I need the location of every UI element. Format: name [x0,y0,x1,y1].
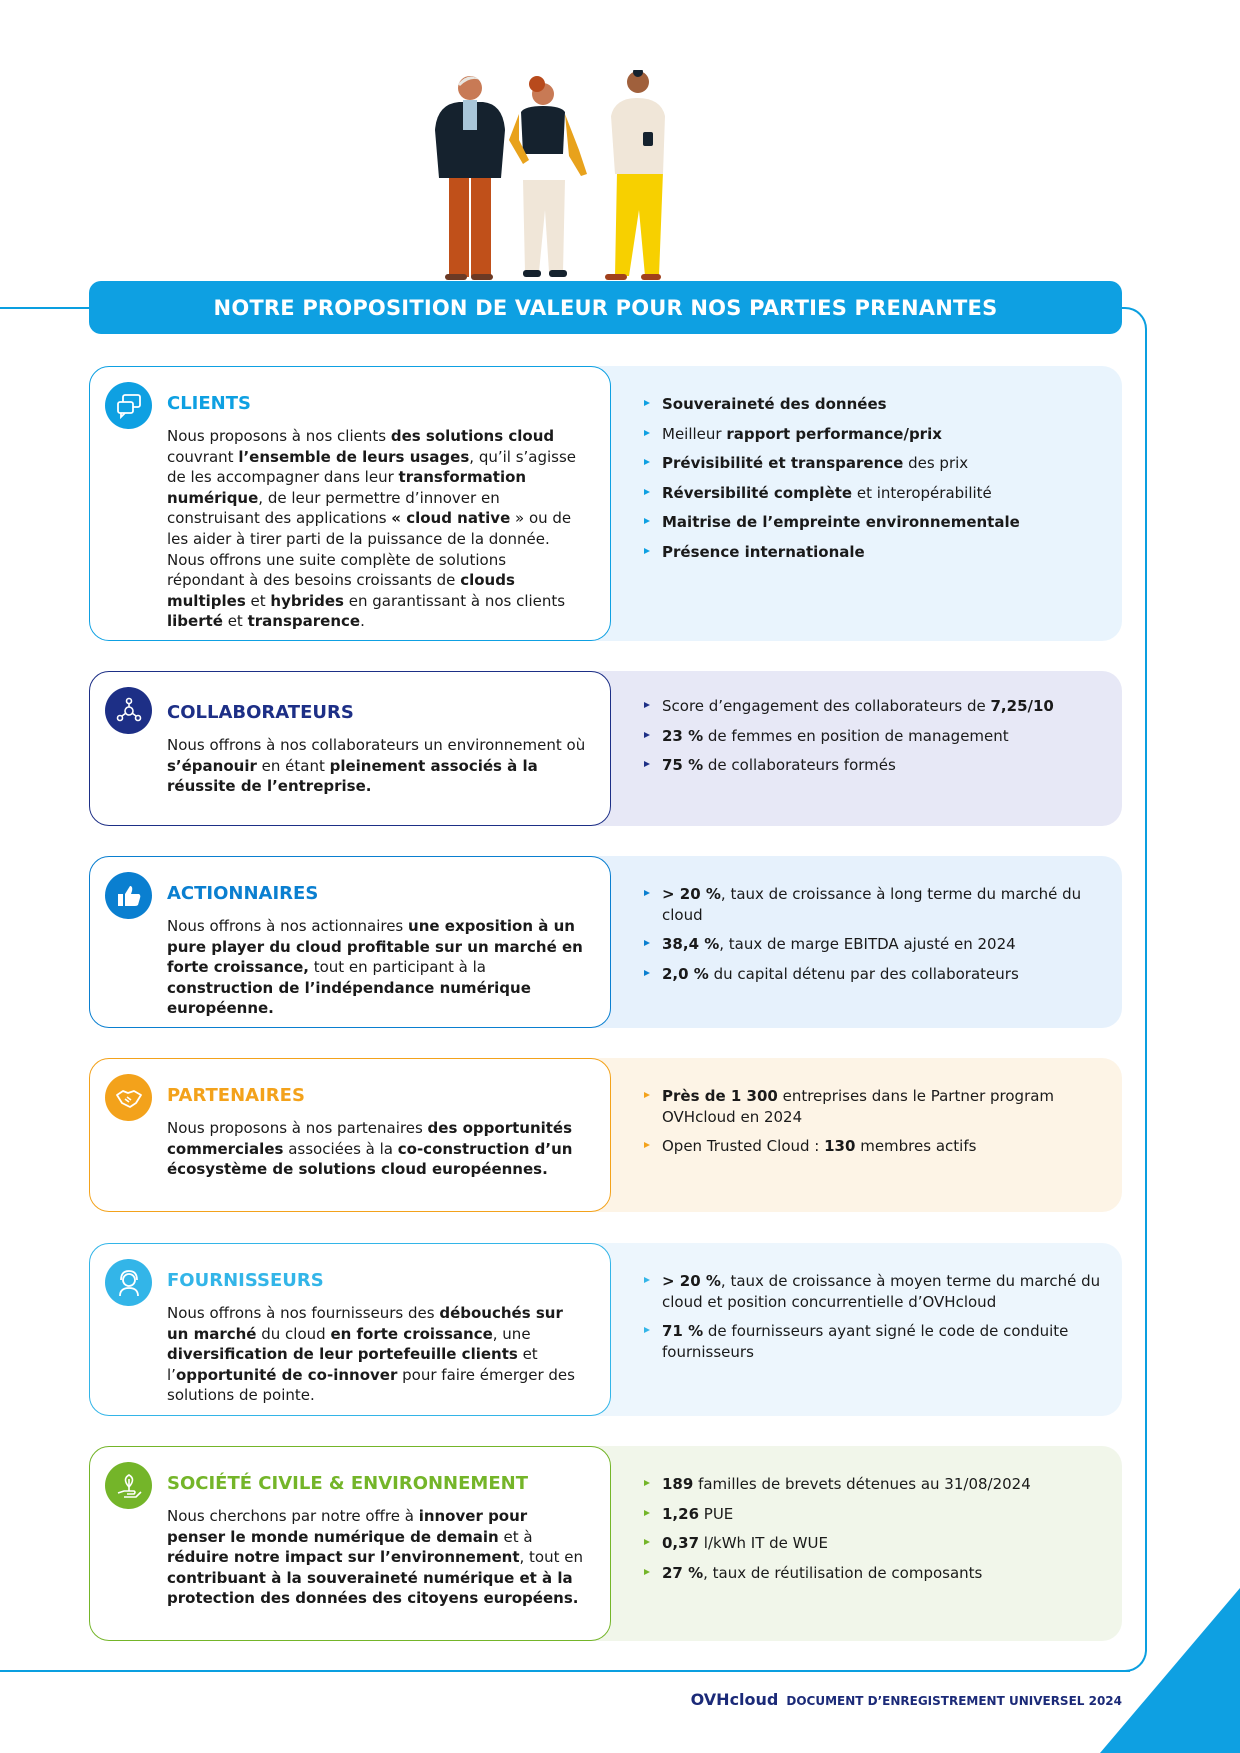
bold-text-run: l’ensemble de leurs usages [238,447,470,466]
indicator-item [642,755,1108,776]
text-run: , taux de croissance à long terme du marché du cloud [662,885,1082,924]
bold-text-run: 7,25/10 [990,697,1054,715]
text-run: associées à la [283,1139,398,1158]
text-run: Nous cherchons par notre offre à [167,1507,419,1525]
page-footer [691,1690,1122,1709]
stakeholder-description [167,1118,586,1180]
stakeholder-description [167,1506,586,1609]
text-run: entreprises dans le Partner program OVHcloud en 2024 [662,1087,1055,1126]
indicator-item [642,1271,1108,1312]
stakeholder-card [89,366,611,641]
text-run: et l’ [167,1345,538,1384]
indicator-list [642,1474,1108,1592]
text-run: , de leur permettre d’innover en construisant des applications [167,488,500,528]
text-run: membres actifs [855,1137,977,1156]
bold-text-run: pleinement associés à la réussite de l’entreprise. [167,756,538,796]
stakeholder-card [89,1243,611,1416]
headset-icon [105,1259,152,1306]
footer-document-title: DOCUMENT D’ENREGISTREMENT UNIVERSEL 2024 [786,1694,1122,1708]
banner-title: NOTRE PROPOSITION DE VALEUR POUR NOS PARTIES PRENANTES [213,295,998,320]
network-people-icon [105,687,152,734]
stakeholder-row-partenaires [89,1058,1122,1212]
bold-text-run: Près de 1 300 [662,1087,778,1105]
text-run: » ou de les aider à tirer parti de la puissance de la donnée. Nous offrons une suite complète de solutions répondant à des besoins croissants de [167,509,572,590]
text-run: Score d’engagement des collaborateurs de [662,697,991,715]
bold-text-run: une exposition à un pure player du cloud profitable sur un marché en forte croissance, [167,917,583,977]
indicator-item [642,483,1108,504]
stakeholder-card [89,671,611,826]
text-run: PUE [699,1504,734,1523]
indicator-item [642,1533,1108,1554]
bold-text-run: liberté [167,612,223,631]
text-run: en étant [256,756,330,775]
bold-text-run: hybrides [270,591,344,610]
indicator-item [642,453,1108,474]
bold-text-run: > 20 % [662,1272,721,1290]
thumbs-up-icon [105,872,152,919]
bold-text-run: transformation numérique [167,468,527,507]
handshake-icon [105,1074,152,1121]
text-run: et [245,591,271,610]
stakeholder-description [167,916,586,1019]
stakeholder-row-collaborateurs [89,671,1122,826]
bold-text-run: en forte croissance [330,1324,493,1343]
bold-text-run: 2,0 % [662,964,709,983]
frame-right-border [1123,307,1147,1672]
indicator-item [642,1563,1108,1584]
bold-text-run: 1,26 [662,1504,700,1523]
stakeholder-description [167,1303,586,1406]
text-run: des prix [903,454,969,473]
stakeholder-description [167,735,586,797]
stakeholder-row-actionnaires [89,856,1122,1028]
text-run: familles de brevets détenues au 31/08/2024 [693,1475,1031,1493]
bold-text-run: Présence internationale [662,542,865,561]
indicator-item [642,542,1108,563]
stakeholder-card [89,1446,611,1641]
text-run: du cloud [256,1324,331,1343]
indicator-list [642,394,1108,572]
indicator-list [642,884,1108,993]
text-run: l/kWh IT de WUE [699,1534,828,1553]
indicator-item [642,1474,1108,1495]
bold-text-run: 130 [824,1137,856,1156]
indicator-item [642,1321,1108,1362]
stakeholder-card [89,1058,611,1212]
bold-text-run: innover pour penser le monde numérique de demain [167,1507,528,1546]
bold-text-run: 38,4 % [662,935,720,954]
text-run: , une [492,1324,531,1343]
indicator-item [642,424,1108,445]
bold-text-run: diversification de leur portefeuille clients [167,1345,518,1364]
bold-text-run: Souveraineté des données [662,395,887,413]
indicator-item [642,1136,1108,1157]
text-run: tout en participant à la [308,958,486,977]
text-run: Nous offrons à nos collaborateurs un environnement où [167,736,586,754]
corner-triangle-decoration [1100,1588,1240,1753]
bold-text-run: Réversibilité complète [662,483,853,502]
text-run: et [222,612,248,631]
chat-bubbles-icon [105,382,152,429]
text-run: couvrant [167,447,239,466]
stakeholder-title: COLLABORATEURS [167,702,354,723]
text-run: Meilleur [662,424,727,443]
bold-text-run: des opportunités commerciales [167,1119,573,1158]
stakeholder-row-clients [89,366,1122,641]
bold-text-run: construction de l’indépendance numérique européenne. [167,978,531,1018]
text-run: , taux de croissance à moyen terme du marché du cloud et position concurrentielle d’OVHcloud [662,1272,1101,1311]
frame-bottom-line [0,1670,1130,1672]
bold-text-run: 27 % [662,1563,704,1582]
indicator-item [642,394,1108,415]
stakeholder-title: PARTENAIRES [167,1085,305,1106]
text-run: , taux de marge EBITDA ajusté en 2024 [719,935,1016,954]
bold-text-run: 0,37 [662,1534,700,1553]
text-run: Open Trusted Cloud : [662,1137,825,1156]
text-run: pour faire émerger des solutions de pointe. [167,1365,575,1405]
section-banner [89,281,1122,334]
stakeholder-title: ACTIONNAIRES [167,883,319,904]
indicator-item [642,964,1108,985]
stakeholder-row-societe [89,1446,1122,1641]
bold-text-run: s’épanouir [167,756,257,775]
bold-text-run: débouchés sur un marché [167,1304,563,1343]
text-run: en garantissant à nos clients [343,591,566,610]
indicator-item [642,512,1108,533]
stakeholder-card [89,856,611,1028]
text-run: Nous proposons à nos clients [167,427,391,445]
bold-text-run: transparence [247,612,361,631]
bold-text-run: des solutions cloud [390,427,555,445]
bold-text-run: 189 [662,1475,694,1493]
text-run: Nous offrons à nos actionnaires [167,917,409,935]
stakeholder-description [167,426,586,632]
text-run: de femmes en position de management [703,726,1009,745]
text-run: Nous offrons à nos fournisseurs des [167,1304,440,1322]
indicator-item [642,934,1108,955]
stakeholder-row-fournisseurs [89,1243,1122,1416]
bold-text-run: > 20 % [662,885,721,903]
bold-text-run: opportunité de co-innover [175,1365,398,1384]
text-run: du capital détenu par des collaborateurs [708,964,1019,983]
stakeholder-title: FOURNISSEURS [167,1270,324,1291]
bold-text-run: Maitrise de l’empreinte environnementale [662,513,1020,532]
indicator-item [642,884,1108,925]
bold-text-run: « cloud native [391,509,511,528]
bold-text-run: réduire notre impact sur l’environnement [167,1548,520,1567]
text-run: , tout en [519,1548,584,1567]
text-run: , taux de réutilisation de composants [703,1563,983,1582]
indicator-list [642,1271,1108,1371]
text-run: de collaborateurs formés [703,756,896,775]
plant-in-hand-icon [105,1462,152,1509]
bold-text-run: 71 % [662,1322,704,1341]
indicator-item [642,726,1108,747]
text-run: et interopérabilité [852,483,992,502]
text-run: Nous proposons à nos partenaires [167,1119,428,1137]
text-run: , qu’il s’agisse de les accompagner dans leur [167,447,577,487]
footer-brand: OVHcloud [690,1690,779,1709]
bold-text-run: 23 % [662,726,704,745]
indicator-list [642,696,1108,785]
people-illustration [425,70,695,282]
indicator-item [642,1086,1108,1127]
text-run: . [360,612,365,631]
bold-text-run: clouds multiples [167,571,515,610]
stakeholder-title: SOCIÉTÉ CIVILE & ENVIRONNEMENT [167,1473,528,1494]
text-run: de fournisseurs ayant signé le code de conduite fournisseurs [662,1322,1069,1361]
bold-text-run: Prévisibilité et transparence [662,454,904,473]
stakeholder-title: CLIENTS [167,393,251,414]
text-run: et à [498,1527,533,1546]
indicator-list [642,1086,1108,1166]
indicator-item [642,1504,1108,1525]
indicator-item [642,696,1108,717]
bold-text-run: rapport performance/prix [726,424,942,443]
bold-text-run: 75 % [662,756,704,775]
bold-text-run: contribuant à la souveraineté numérique et à la protection des données des citoyens européens. [167,1568,579,1608]
bold-text-run: co-construction d’un écosystème de solutions cloud européennes. [167,1139,573,1179]
